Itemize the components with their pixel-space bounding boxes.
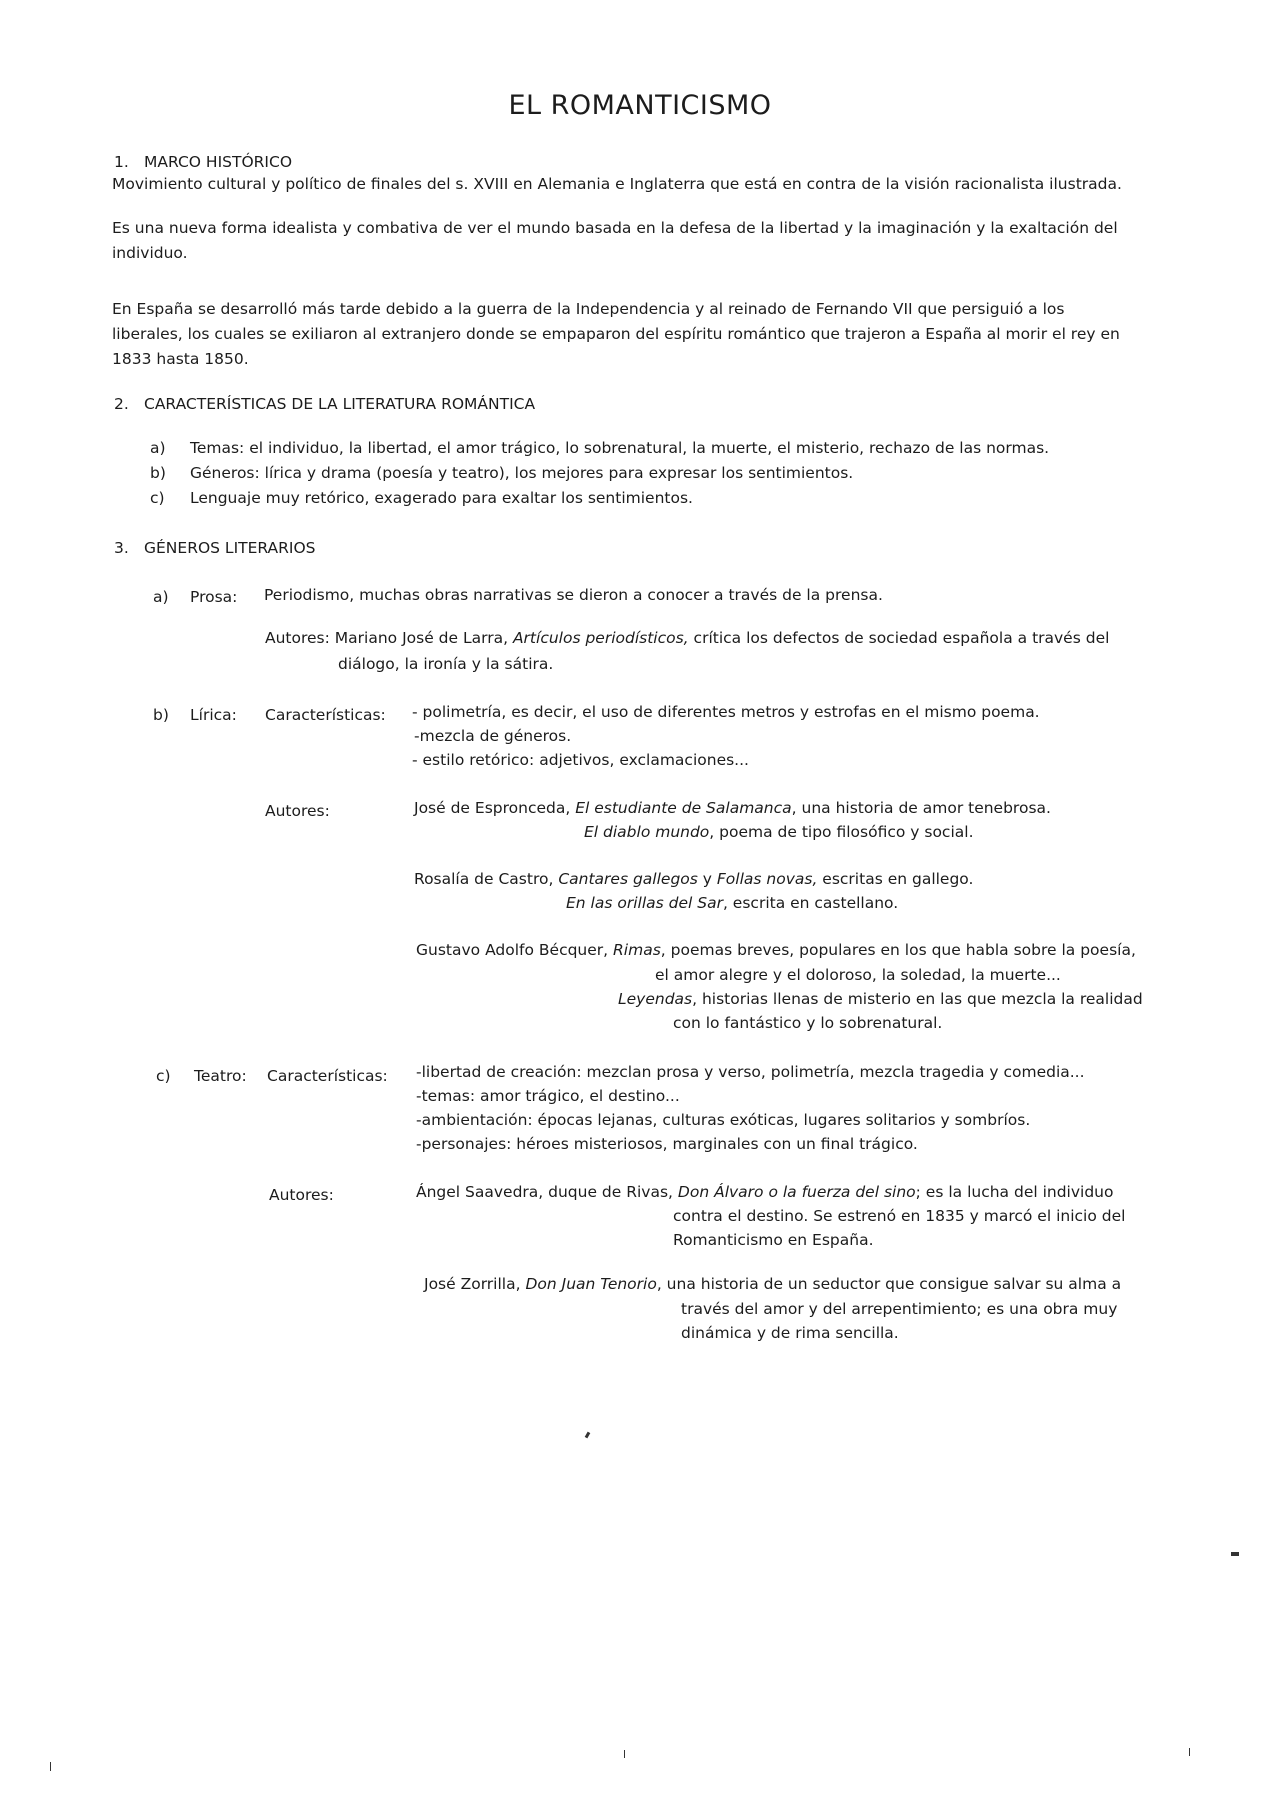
section-2-item-a: a) Temas: el individuo, la libertad, el amor trágico, lo sobrenatural, la muerte, el misterio, rechazo de las normas. [150, 439, 1050, 457]
section-1-paragraph-3: En España se desarrolló más tarde debido a la guerra de la Independencia y al reinado de Fernando VII que persiguió a los liberales, los cuales se exiliaron al extranjero donde se empaparon del espíritu romántico que trajeron a España al morir el rey en 1833 hasta 1850. [112, 300, 1120, 368]
teatro-caracteristicas-label: Características: [267, 1067, 388, 1085]
section-2-heading [114, 392, 535, 417]
rivas-line-1: Ángel Saavedra, duque de Rivas, Don Álvaro o la fuerza del sino; es la lucha del individuo [416, 1183, 1114, 1201]
scan-speck [1231, 1552, 1239, 1556]
lirica-caracteristica-2: -mezcla de géneros. [414, 727, 572, 745]
zorrilla-line-1: José Zorrilla, Don Juan Tenorio, una historia de un seductor que consigue salvar su alma a [424, 1275, 1122, 1293]
espronceda-line-1: José de Espronceda, El estudiante de Salamanca, una historia de amor tenebrosa. [414, 799, 1051, 817]
lirica-caracteristica-1: - polimetría, es decir, el uso de diferentes metros y estrofas en el mismo poema. [412, 703, 1040, 721]
lirica-label: Lírica: [190, 706, 237, 724]
prosa-letter: a) [153, 588, 169, 606]
teatro-caracteristica-1: -libertad de creación: mezclan prosa y verso, polimetría, mezcla tragedia y comedia... [416, 1063, 1085, 1081]
rivas-line-2: contra el destino. Se estrenó en 1835 y marcó el inicio del [673, 1207, 1126, 1225]
zorrilla-line-2: través del amor y del arrepentimiento; es una obra muy [681, 1300, 1118, 1318]
scan-speck [50, 1762, 51, 1771]
section-1-number: 1. [114, 153, 129, 171]
section-3-heading [114, 536, 316, 561]
scan-speck [585, 1432, 591, 1439]
section-2-item-c: c) Lenguaje muy retórico, exagerado para exaltar los sentimientos. [150, 489, 693, 507]
scan-speck [1189, 1748, 1190, 1756]
espronceda-line-2: El diablo mundo, poema de tipo filosófico y social. [584, 823, 974, 841]
rosalia-line-1: Rosalía de Castro, Cantares gallegos y Follas novas, escritas en gallego. [414, 870, 974, 888]
prosa-autores-cont: diálogo, la ironía y la sátira. [338, 655, 554, 673]
lirica-caracteristicas-label: Características: [265, 706, 386, 724]
document-title: EL ROMANTICISMO [508, 90, 772, 121]
prosa-label: Prosa: [190, 588, 238, 606]
lirica-caracteristica-3: - estilo retórico: adjetivos, exclamaciones... [412, 751, 749, 769]
scan-speck [624, 1750, 625, 1758]
teatro-autores-label: Autores: [269, 1186, 334, 1204]
lirica-letter: b) [153, 706, 169, 724]
becquer-line-3: Leyendas, historias llenas de misterio en las que mezcla la realidad [618, 990, 1143, 1008]
lirica-autores-label: Autores: [265, 802, 330, 820]
rivas-line-3: Romanticismo en España. [673, 1231, 874, 1249]
becquer-line-1: Gustavo Adolfo Bécquer, Rimas, poemas breves, populares en los que habla sobre la poesía, [416, 941, 1136, 959]
section-2-title: CARACTERÍSTICAS DE LA LITERATURA ROMÁNTICA [144, 395, 536, 413]
section-3-number: 3. [114, 539, 129, 557]
teatro-label: Teatro: [194, 1067, 247, 1085]
teatro-caracteristica-3: -ambientación: épocas lejanas, culturas exóticas, lugares solitarios y sombríos. [416, 1111, 1031, 1129]
section-3-title: GÉNEROS LITERARIOS [144, 539, 316, 557]
section-2-item-b: b) Géneros: lírica y drama (poesía y teatro), los mejores para expresar los sentimientos. [150, 464, 854, 482]
prosa-description: Periodismo, muchas obras narrativas se dieron a conocer a través de la prensa. [264, 586, 883, 604]
teatro-caracteristica-4: -personajes: héroes misteriosos, marginales con un final trágico. [416, 1135, 918, 1153]
teatro-letter: c) [156, 1067, 171, 1085]
section-2-number: 2. [114, 395, 129, 413]
rosalia-line-2: En las orillas del Sar, escrita en castellano. [566, 894, 899, 912]
zorrilla-line-3: dinámica y de rima sencilla. [681, 1324, 899, 1342]
becquer-line-4: con lo fantástico y lo sobrenatural. [673, 1014, 943, 1032]
section-1-paragraph-1: Movimiento cultural y político de finales del s. XVIII en Alemania e Inglaterra que está en contra de la visión racionalista ilustrada. [112, 175, 1122, 193]
prosa-autores: Autores: Mariano José de Larra, Artículos periodísticos, crítica los defectos de sociedad española a través del [265, 629, 1110, 647]
section-1-paragraph-2: Es una nueva forma idealista y combativa de ver el mundo basada en la defesa de la libertad y la imaginación y la exaltación del individuo. [112, 219, 1118, 262]
becquer-line-2: el amor alegre y el doloroso, la soledad, la muerte... [655, 966, 1061, 984]
teatro-caracteristica-2: -temas: amor trágico, el destino... [416, 1087, 680, 1105]
section-1-title: MARCO HISTÓRICO [144, 153, 293, 171]
